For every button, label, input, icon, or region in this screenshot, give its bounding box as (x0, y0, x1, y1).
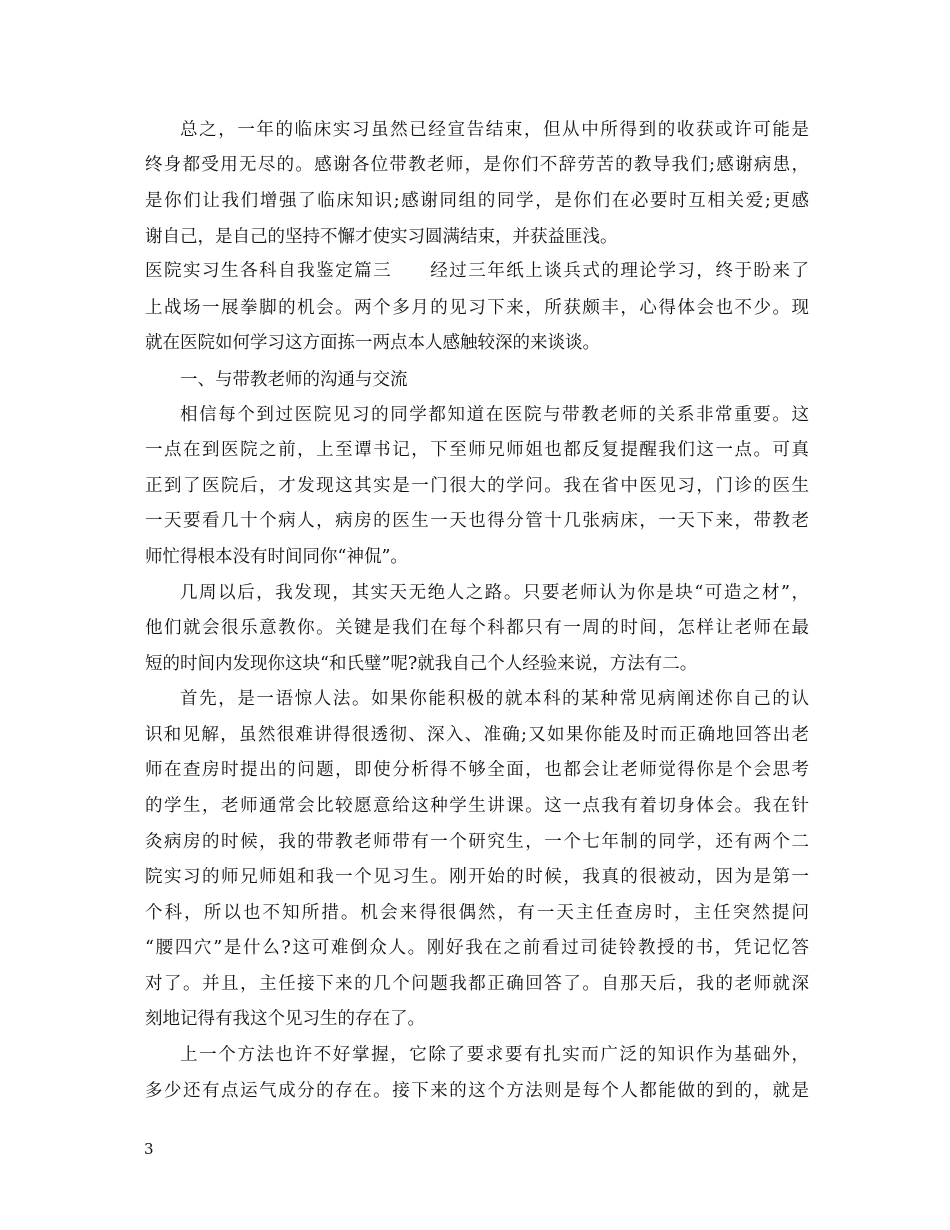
text-line: 一点在到医院之前，上至谭书记，下至师兄师姐也都反复提醒我们这一点。可真 (145, 440, 809, 460)
text-line: 相信每个到过医院见习的同学都知道在医院与带教老师的关系非常重要。这 (180, 405, 809, 425)
text-line: 个科，所以也不知所措。机会来得很偶然，有一天主任查房时，主任突然提问 (145, 903, 809, 923)
text-line: 短的时间内发现你这块“和氏璧”呢?就我自己个人经验来说，方法有二。 (145, 654, 698, 674)
text-line: 终身都受用无尽的。感谢各位带教老师，是你们不辞劳苦的教导我们;感谢病患， (145, 155, 809, 175)
text-line: 识和见解，虽然很难讲得很透彻、深入、准确;又如果你能及时而正确地回答出老 (145, 725, 809, 745)
text-line: 的学生，老师通常会比较愿意给这种学生讲课。这一点我有着切身体会。我在针 (145, 796, 809, 816)
text-line: 他们就会很乐意教你。关键是我们在每个科都只有一周的时间，怎样让老师在最 (145, 618, 809, 638)
text-line: 首先，是一语惊人法。如果你能积极的就本科的某种常见病阐述你自己的认 (180, 689, 809, 709)
text-line: 刻地记得有我这个见习生的存在了。 (145, 1009, 425, 1029)
text-line: 是你们让我们增强了临床知识;感谢同组的同学，是你们在必要时互相关爱;更感 (145, 191, 809, 211)
text-line: 正到了医院后，才发现这其实是一门很大的学问。我在省中医见习，门诊的医生 (145, 476, 809, 496)
text-line: 多少还有点运气成分的存在。接下来的这个方法则是每个人都能做的到的，就是 (145, 1081, 809, 1101)
text-line: 就在医院如何学习这方面拣一两点本人感触较深的来谈谈。 (145, 333, 600, 353)
text-line: 谢自己，是自己的坚持不懈才使实习圆满结束，并获益匪浅。 (145, 227, 618, 247)
section-heading-line: 医院实习生各科自我鉴定篇三 经过三年纸上谈兵式的理论学习，终于盼来了 (145, 261, 809, 281)
text-line: 灸病房的时候，我的带教老师带有一个研究生，一个七年制的同学，还有两个二 (145, 832, 809, 852)
text-line: 师忙得根本没有时间同你“神侃”。 (145, 547, 408, 567)
text-line: 上一个方法也许不好掌握，它除了要求要有扎实而广泛的知识作为基础外， (180, 1045, 809, 1065)
text-line: 院实习的师兄师姐和我一个见习生。刚开始的时候，我真的很被动，因为是第一 (145, 867, 809, 887)
text-line: 总之，一年的临床实习虽然已经宣告结束，但从中所得到的收获或许可能是 (180, 120, 809, 140)
page-number: 3 (144, 1140, 154, 1158)
text-line: 上战场一展拳脚的机会。两个多月的见习下来，所获颇丰，心得体会也不少。现 (145, 298, 809, 318)
text-line: 一天要看几十个病人，病房的医生一天也得分管十几张病床，一天下来，带教老 (145, 511, 809, 531)
text-line: 几周以后，我发现，其实天无绝人之路。只要老师认为你是块“可造之材”， (180, 583, 809, 603)
text-line: 对了。并且，主任接下来的几个问题我都正确回答了。自那天后，我的老师就深 (145, 974, 809, 994)
text-line: 师在查房时提出的问题，即使分析得不够全面，也都会让老师觉得你是个会思考 (145, 760, 809, 780)
subheading: 一、与带教老师的沟通与交流 (180, 370, 408, 390)
text-line: “腰四穴”是什么?这可难倒众人。刚好我在之前看过司徒铃教授的书，凭记忆答 (145, 938, 809, 958)
